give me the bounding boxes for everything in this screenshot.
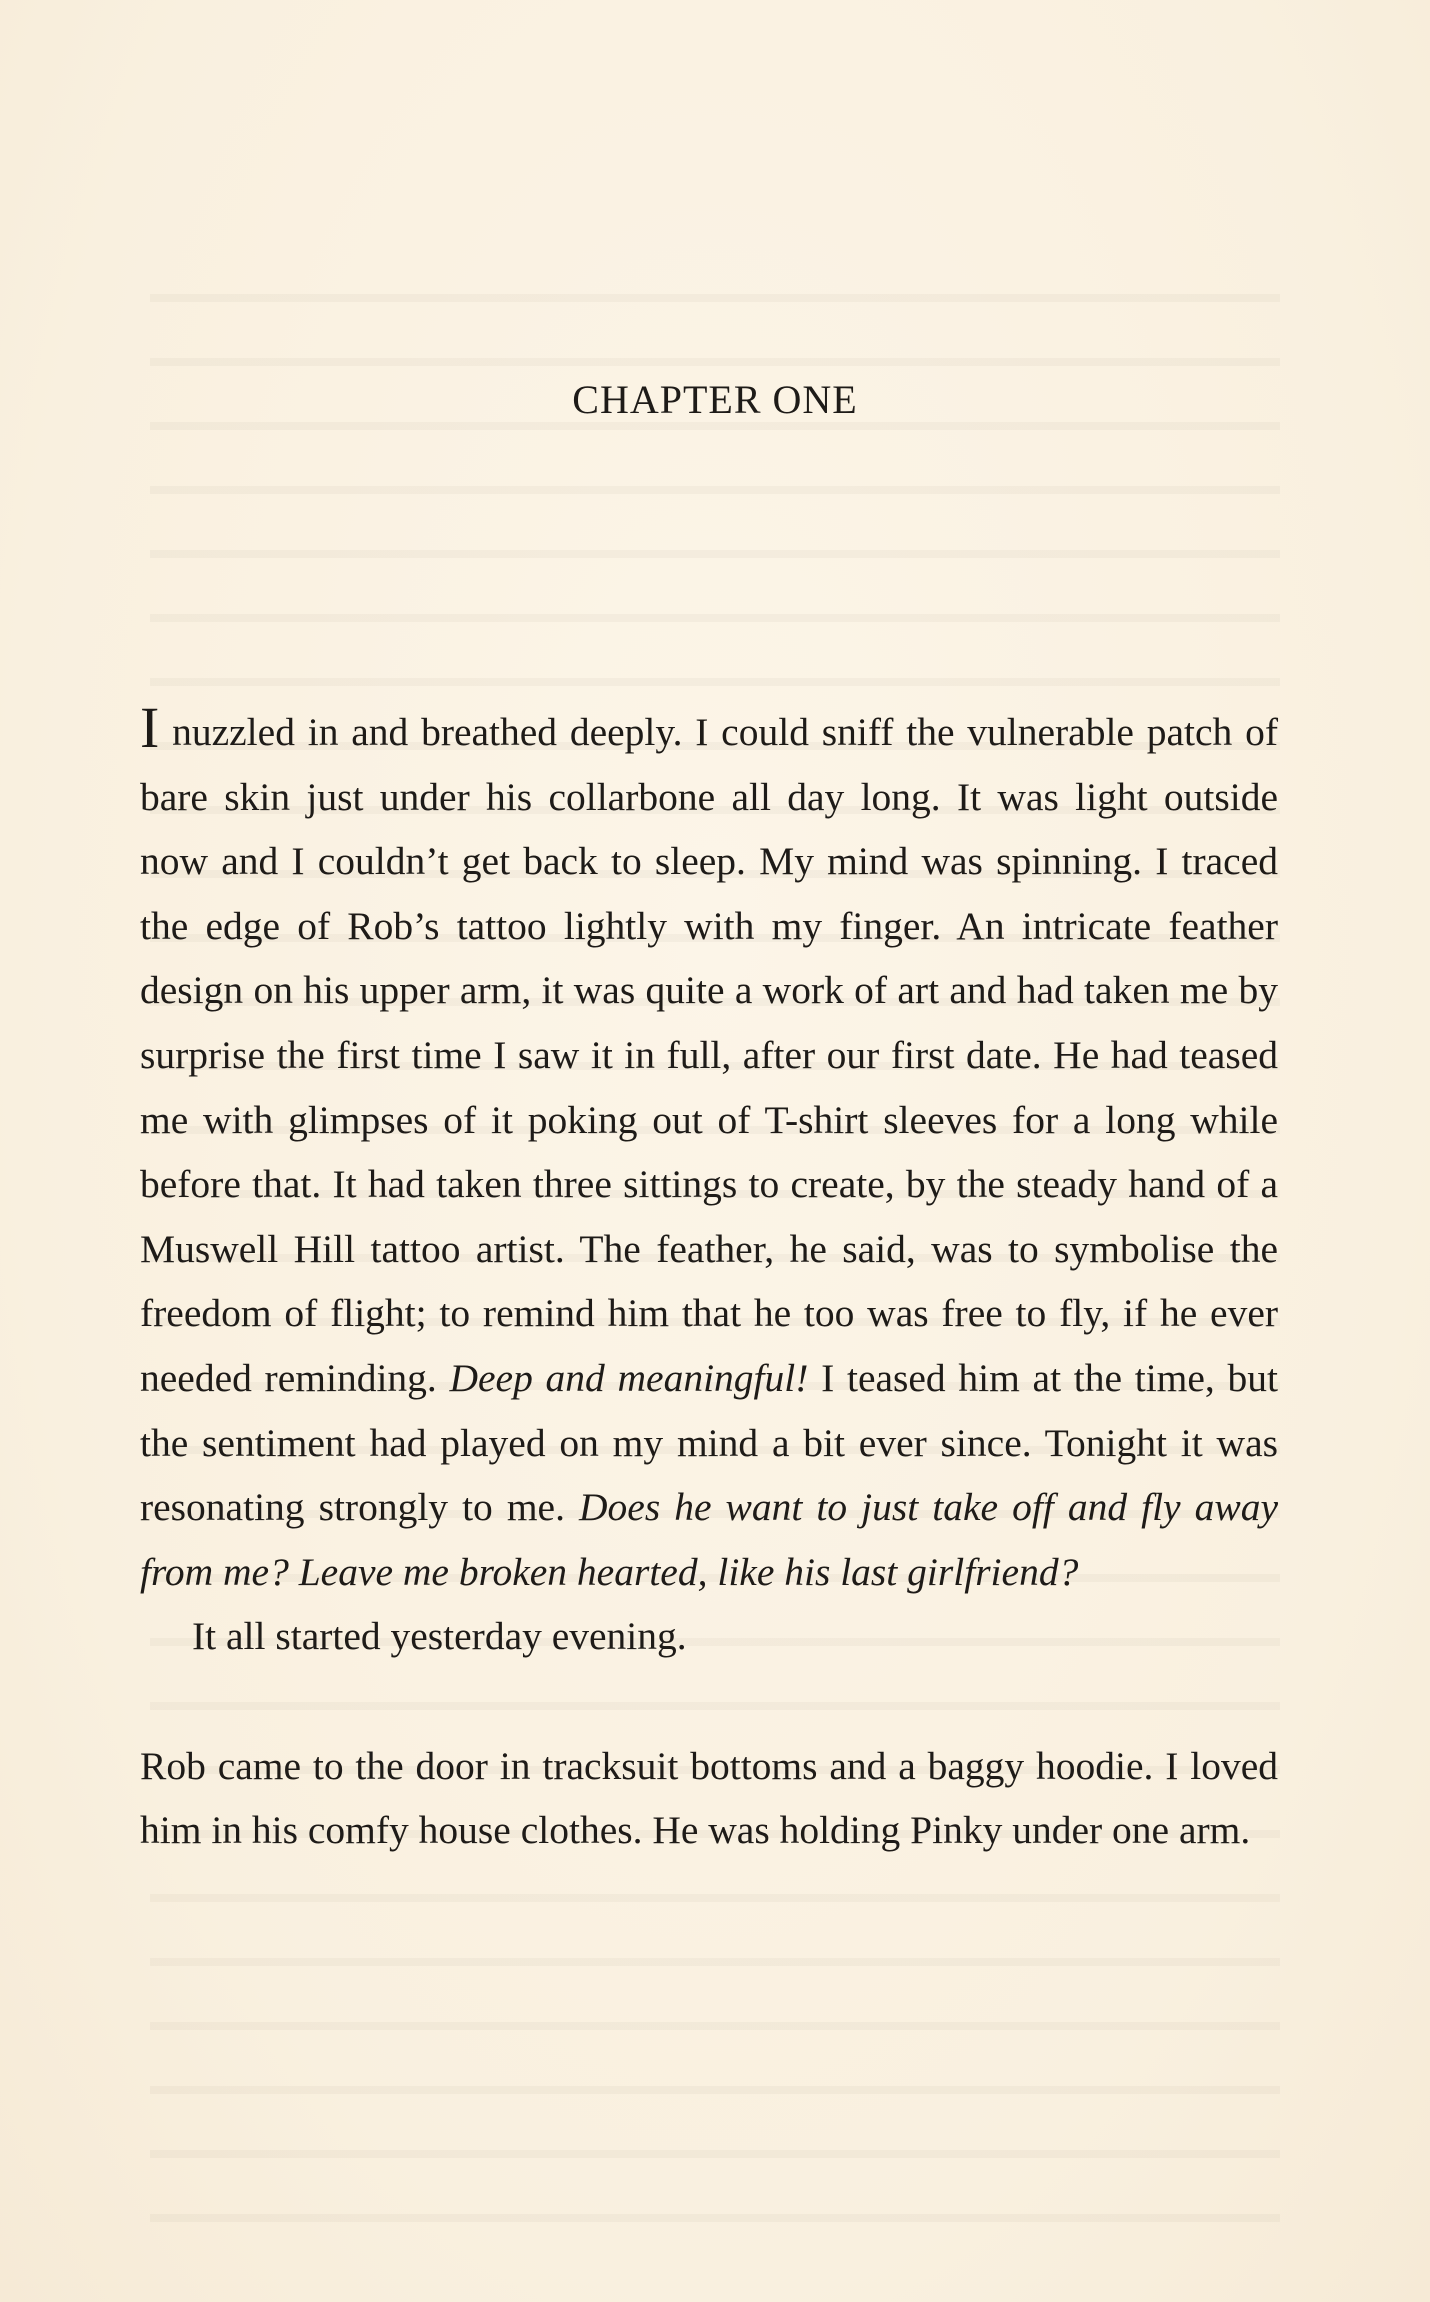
chapter-heading: CHAPTER ONE xyxy=(572,377,858,422)
paragraph-third: Rob came to the door in tracksuit bottoms and a baggy hoodie. I loved him in his comfy house clothes. He was holding Pinky under one arm. xyxy=(140,1743,1278,1853)
paragraph-opening xyxy=(140,695,1278,1604)
paragraph-second: It all started yesterday evening. xyxy=(192,1614,687,1659)
italic-phrase-2: Does he want to just take off and fly away from me? Leave me broken hearted, like his last girlfriend? xyxy=(140,1485,1278,1594)
drop-cap: I xyxy=(140,695,160,760)
italic-phrase-1: Deep and meaningful! xyxy=(449,1355,809,1400)
chapter-body xyxy=(140,695,1278,1863)
paragraph-opening-text-2: I teased him at the time, but the sentiment had played on my mind a bit ever since. Tonight it was resonating strongly to me. xyxy=(140,1355,1278,1530)
paragraph-opening-text-1: nuzzled in and breathed deeply. I could sniff the vulnerable patch of bare skin just under his collarbone all day long. It was light outside now and I couldn’t get back to sleep. My mind was spinning. I traced the edge of Rob’s tattoo lightly with my finger. An intricate feather design on his upper arm, it was quite a work of art and had taken me by surprise the first time I saw it in full, after our first date. He had teased me with glimpses of it poking out of T-shirt sleeves for a long while before that. It had taken three sittings to create, by the steady hand of a Muswell Hill tattoo artist. The feather, he said, was to symbolise the freedom of flight; to remind him that he too was free to fly, if he ever needed reminding. xyxy=(140,710,1278,1400)
